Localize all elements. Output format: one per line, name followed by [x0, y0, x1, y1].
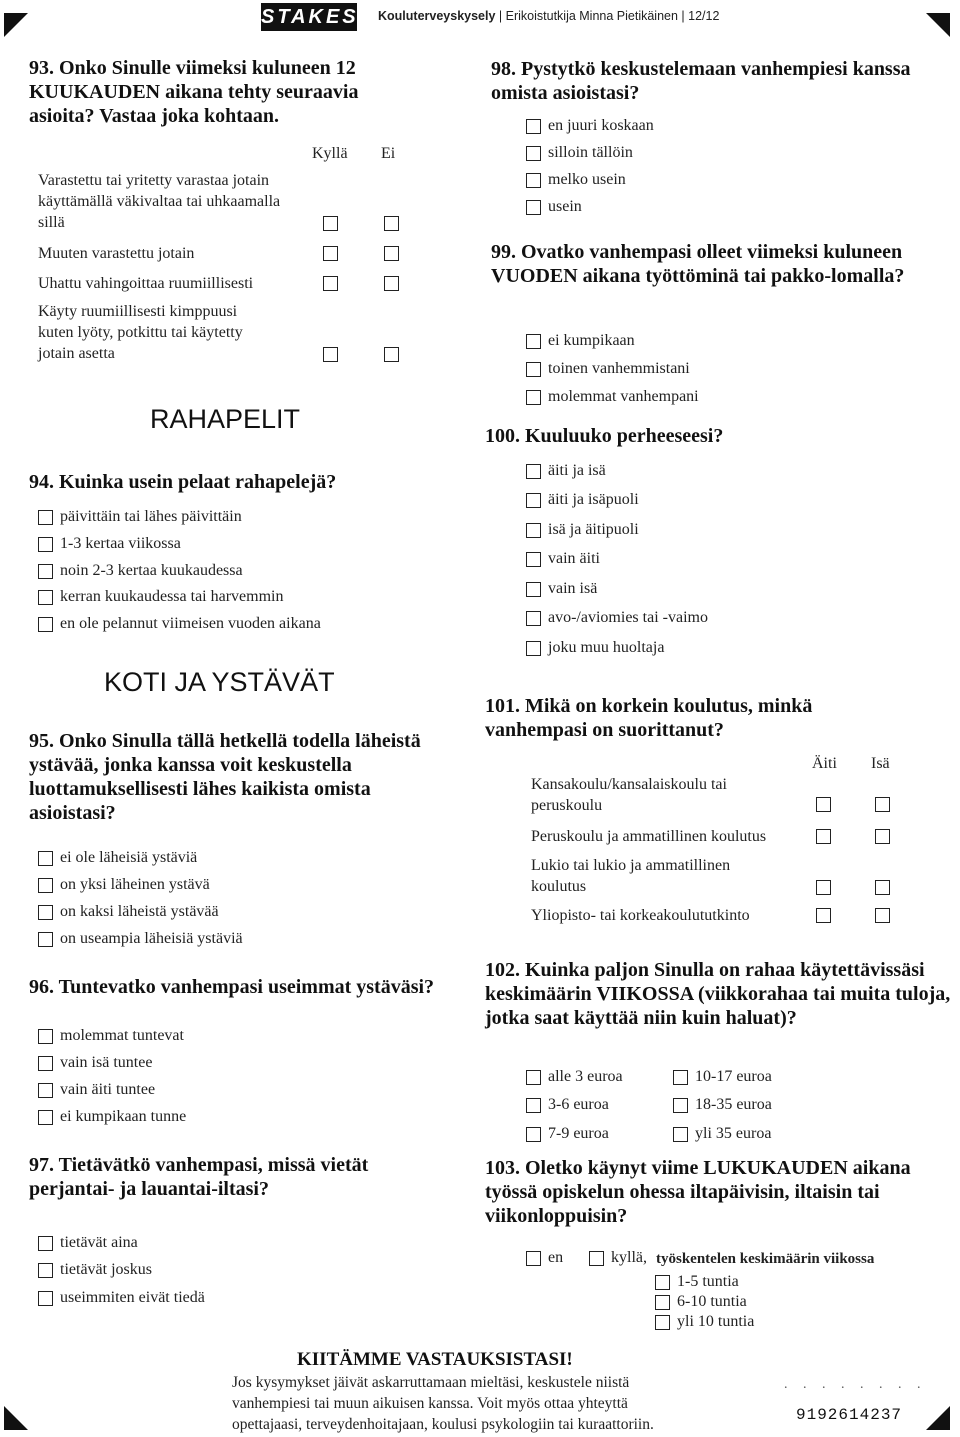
q101-row-3-mother-checkbox[interactable]	[816, 880, 831, 895]
q98-option-4[interactable]: usein	[526, 197, 582, 217]
q101-row-4-father-checkbox[interactable]	[875, 908, 890, 923]
q103-option-no[interactable]: en	[526, 1248, 563, 1268]
q97-option-1[interactable]: tietävät aina	[38, 1233, 138, 1253]
q101-row-2-mother-checkbox[interactable]	[816, 829, 831, 844]
q102-title: 102. Kuinka paljon Sinulla on rahaa käytettävissäsi keskimäärin VIIKOSSA (viikkorahaa tai muita tuloja, jotka saat käyttää niin kuin haluat)?	[485, 959, 951, 1029]
q100-option-7[interactable]: joku muu huoltaja	[526, 638, 664, 658]
checkbox[interactable]	[38, 510, 53, 525]
q93-row-3-no-checkbox[interactable]	[384, 276, 399, 291]
q100-option-6[interactable]: avo-/aviomies tai -vaimo	[526, 608, 708, 628]
q101-mother-header: Äiti	[812, 755, 837, 772]
checkbox[interactable]	[38, 851, 53, 866]
q93-title: 93. Onko Sinulle viimeksi kuluneen 12 KUUKAUDEN aikana tehty seuraavia asioita? Vastaa joka kohtaan.	[29, 57, 359, 127]
q101-row-3: Lukio tai lukio ja ammatillinen koulutus	[531, 857, 731, 895]
checkbox[interactable]	[526, 582, 541, 597]
q96-option-4[interactable]: ei kumpikaan tunne	[38, 1107, 186, 1127]
footer-line-3: opettajaasi, terveydenhoitajaan, koulusi psykologiin tai kuraattoriin.	[232, 1416, 654, 1433]
q97-option-3[interactable]: useimmiten eivät tiedä	[38, 1288, 205, 1308]
q103-title: 103. Oletko käynyt viime LUKUKAUDEN aikana työssä opiskelun ohessa iltapäivisin, iltaisin tai viikonloppuisin?	[485, 1157, 911, 1227]
corner-mark-bottom-right	[926, 1406, 950, 1430]
q101-row-1-father-checkbox[interactable]	[875, 797, 890, 812]
q98-option-2[interactable]: silloin tällöin	[526, 143, 633, 163]
q101-father-header: Isä	[871, 755, 890, 772]
q101-row-4-mother-checkbox[interactable]	[816, 908, 831, 923]
form-code: 9192614237	[796, 1406, 903, 1424]
checkbox[interactable]	[655, 1275, 670, 1290]
checkbox[interactable]	[655, 1295, 670, 1310]
checkbox[interactable]	[38, 1291, 53, 1306]
q96-title: 96. Tuntevatko vanhempasi useimmat ystäväsi?	[29, 976, 435, 998]
page-number: 12/12	[688, 9, 720, 23]
footer-line-1: Jos kysymykset jäivät askarruttamaan mieltäsi, keskustele niistä	[232, 1374, 630, 1391]
q93-no-header: Ei	[381, 145, 396, 162]
checkbox[interactable]	[526, 1251, 541, 1266]
q100-option-5[interactable]: vain isä	[526, 579, 597, 599]
section-koti-ja-ystavat: KOTI JA YSTÄVÄT	[104, 667, 335, 697]
q95-title: 95. Onko Sinulla tällä hetkellä todella läheistä ystävää, jonka kanssa voit keskustella luottamuksellisesti lähes kaikista omista asioistasi?	[29, 730, 421, 824]
page-header: Kouluterveyskysely | Erikoistutkija Minna Pietikäinen | 12/12	[378, 9, 720, 23]
checkbox[interactable]	[38, 617, 53, 632]
q93-row-1-yes-checkbox[interactable]	[323, 216, 338, 231]
q101-row-1-mother-checkbox[interactable]	[816, 797, 831, 812]
q102-option-7-9[interactable]: 7-9 euroa	[526, 1124, 609, 1144]
checkbox[interactable]	[38, 1056, 53, 1071]
q99-option-2[interactable]: toinen vanhemmistani	[526, 359, 690, 379]
q93-row-2: Muuten varastettu jotain	[38, 245, 195, 262]
q99-title: 99. Ovatko vanhempasi olleet viimeksi kuluneen VUODEN aikana työttöminä tai pakko-lomalla?	[491, 241, 905, 287]
footer-thanks: KIITÄMME VASTAUKSISTASI!	[297, 1349, 573, 1370]
checkbox[interactable]	[38, 1083, 53, 1098]
q94-option-4[interactable]: kerran kuukaudessa tai harvemmin	[38, 587, 283, 607]
checkbox[interactable]	[673, 1127, 688, 1142]
q96-option-1[interactable]: molemmat tuntevat	[38, 1026, 184, 1046]
q98-title: 98. Pystytkö keskustelemaan vanhempiesi kanssa omista asioistasi?	[491, 58, 911, 104]
checkbox[interactable]	[526, 146, 541, 161]
checkbox[interactable]	[38, 564, 53, 579]
checkbox[interactable]	[38, 878, 53, 893]
stakes-logo: STAKES	[261, 3, 357, 31]
footer-line-2: vanhempiesi tai muun aikuisen kanssa. Voit myös ottaa yhteyttä	[232, 1395, 628, 1412]
checkbox[interactable]	[526, 200, 541, 215]
q103-hours-2[interactable]: 6-10 tuntia	[655, 1292, 747, 1312]
q100-option-3[interactable]: isä ja äitipuoli	[526, 520, 639, 540]
checkbox[interactable]	[38, 905, 53, 920]
q102-option-18-35[interactable]: 18-35 euroa	[673, 1095, 772, 1115]
q102-option-yli-35[interactable]: yli 35 euroa	[673, 1124, 771, 1144]
q101-row-2: Peruskoulu ja ammatillinen koulutus	[531, 828, 767, 845]
q93-row-4-no-checkbox[interactable]	[384, 347, 399, 362]
checkbox[interactable]	[526, 1127, 541, 1142]
q101-title: 101. Mikä on korkein koulutus, minkä vanhempasi on suorittanut?	[485, 695, 813, 741]
checkbox[interactable]	[526, 493, 541, 508]
q93-row-3-yes-checkbox[interactable]	[323, 276, 338, 291]
survey-name: Kouluterveyskysely	[378, 9, 496, 23]
checkbox[interactable]	[38, 590, 53, 605]
checkbox[interactable]	[526, 119, 541, 134]
checkbox[interactable]	[38, 1029, 53, 1044]
checkbox[interactable]	[526, 334, 541, 349]
q103-option-yes[interactable]: kyllä,	[589, 1248, 647, 1268]
checkbox[interactable]	[38, 932, 53, 947]
q98-option-3[interactable]: melko usein	[526, 170, 626, 190]
checkbox[interactable]	[526, 552, 541, 567]
q94-option-5[interactable]: en ole pelannut viimeisen vuoden aikana	[38, 614, 321, 634]
q98-option-1[interactable]: en juuri koskaan	[526, 116, 654, 136]
q93-row-3: Uhattu vahingoittaa ruumiillisesti	[38, 275, 254, 292]
q102-option-10-17[interactable]: 10-17 euroa	[673, 1067, 772, 1087]
section-rahapelit: RAHAPELIT	[150, 404, 301, 434]
checkbox[interactable]	[38, 537, 53, 552]
researcher: Erikoistutkija Minna Pietikäinen	[505, 9, 678, 23]
q95-option-1[interactable]: ei ole läheisiä ystäviä	[38, 848, 197, 868]
checkbox[interactable]	[526, 1070, 541, 1085]
corner-mark-top-right	[926, 13, 950, 37]
q93-row-1: Varastettu tai yritetty varastaa jotain käyttämällä väkivaltaa tai uhkaamalla sillä	[38, 172, 281, 231]
q100-option-2[interactable]: äiti ja isäpuoli	[526, 490, 639, 510]
checkbox[interactable]	[38, 1110, 53, 1125]
q94-title: 94. Kuinka usein pelaat rahapelejä?	[29, 471, 337, 493]
checkbox[interactable]	[526, 1098, 541, 1113]
q93-row-4-yes-checkbox[interactable]	[323, 347, 338, 362]
q99-option-3[interactable]: molemmat vanhempani	[526, 387, 699, 407]
q94-option-3[interactable]: noin 2-3 kertaa kuukaudessa	[38, 561, 243, 581]
q103-hours-3[interactable]: yli 10 tuntia	[655, 1312, 754, 1332]
checkbox[interactable]	[526, 464, 541, 479]
q93-row-1-no-checkbox[interactable]	[384, 216, 399, 231]
checkbox[interactable]	[673, 1098, 688, 1113]
q93-row-4: Käyty ruumiillisesti kimppuusi kuten lyöty, potkittu tai käytetty jotain asetta	[38, 303, 243, 362]
checkbox[interactable]	[526, 173, 541, 188]
checkbox[interactable]	[526, 362, 541, 377]
q95-option-2[interactable]: on yksi läheinen ystävä	[38, 875, 210, 895]
checkbox[interactable]	[526, 390, 541, 405]
checkbox[interactable]	[673, 1070, 688, 1085]
q100-option-4[interactable]: vain äiti	[526, 549, 600, 569]
q103-hours-1[interactable]: 1-5 tuntia	[655, 1272, 739, 1292]
footer-dots: . . . . . . . .	[784, 1377, 927, 1392]
checkbox[interactable]	[38, 1263, 53, 1278]
q101-row-2-father-checkbox[interactable]	[875, 829, 890, 844]
checkbox[interactable]	[38, 1236, 53, 1251]
corner-mark-bottom-left	[4, 1406, 28, 1430]
q94-option-1[interactable]: päivittäin tai lähes päivittäin	[38, 507, 242, 527]
checkbox[interactable]	[526, 641, 541, 656]
q95-option-4[interactable]: on useampia läheisiä ystäviä	[38, 929, 243, 949]
q100-title: 100. Kuuluuko perheeseesi?	[485, 425, 724, 447]
q102-option-3-6[interactable]: 3-6 euroa	[526, 1095, 609, 1115]
checkbox[interactable]	[526, 523, 541, 538]
q101-row-3-father-checkbox[interactable]	[875, 880, 890, 895]
q101-row-1: Kansakoulu/kansalaiskoulu tai peruskoulu	[531, 776, 727, 814]
checkbox[interactable]	[526, 611, 541, 626]
q102-option-alle-3[interactable]: alle 3 euroa	[526, 1067, 623, 1087]
q103-work-label: työskentelen keskimäärin viikossa	[656, 1251, 875, 1267]
q101-row-4: Yliopisto- tai korkeakoulututkinto	[531, 907, 750, 924]
q93-row-2-yes-checkbox[interactable]	[323, 246, 338, 261]
q97-title: 97. Tietävätkö vanhempasi, missä vietät perjantai- ja lauantai-iltasi?	[29, 1154, 369, 1200]
q94-option-2[interactable]: 1-3 kertaa viikossa	[38, 534, 181, 554]
q97-option-2[interactable]: tietävät joskus	[38, 1260, 152, 1280]
q93-row-2-no-checkbox[interactable]	[384, 246, 399, 261]
q96-option-2[interactable]: vain isä tuntee	[38, 1053, 152, 1073]
q96-option-3[interactable]: vain äiti tuntee	[38, 1080, 155, 1100]
checkbox[interactable]	[655, 1315, 670, 1330]
corner-mark-top-left	[4, 13, 28, 37]
q95-option-3[interactable]: on kaksi läheistä ystävää	[38, 902, 219, 922]
q100-option-1[interactable]: äiti ja isä	[526, 461, 606, 481]
q99-option-1[interactable]: ei kumpikaan	[526, 331, 635, 351]
q93-yes-header: Kyllä	[312, 145, 348, 162]
checkbox[interactable]	[589, 1251, 604, 1266]
